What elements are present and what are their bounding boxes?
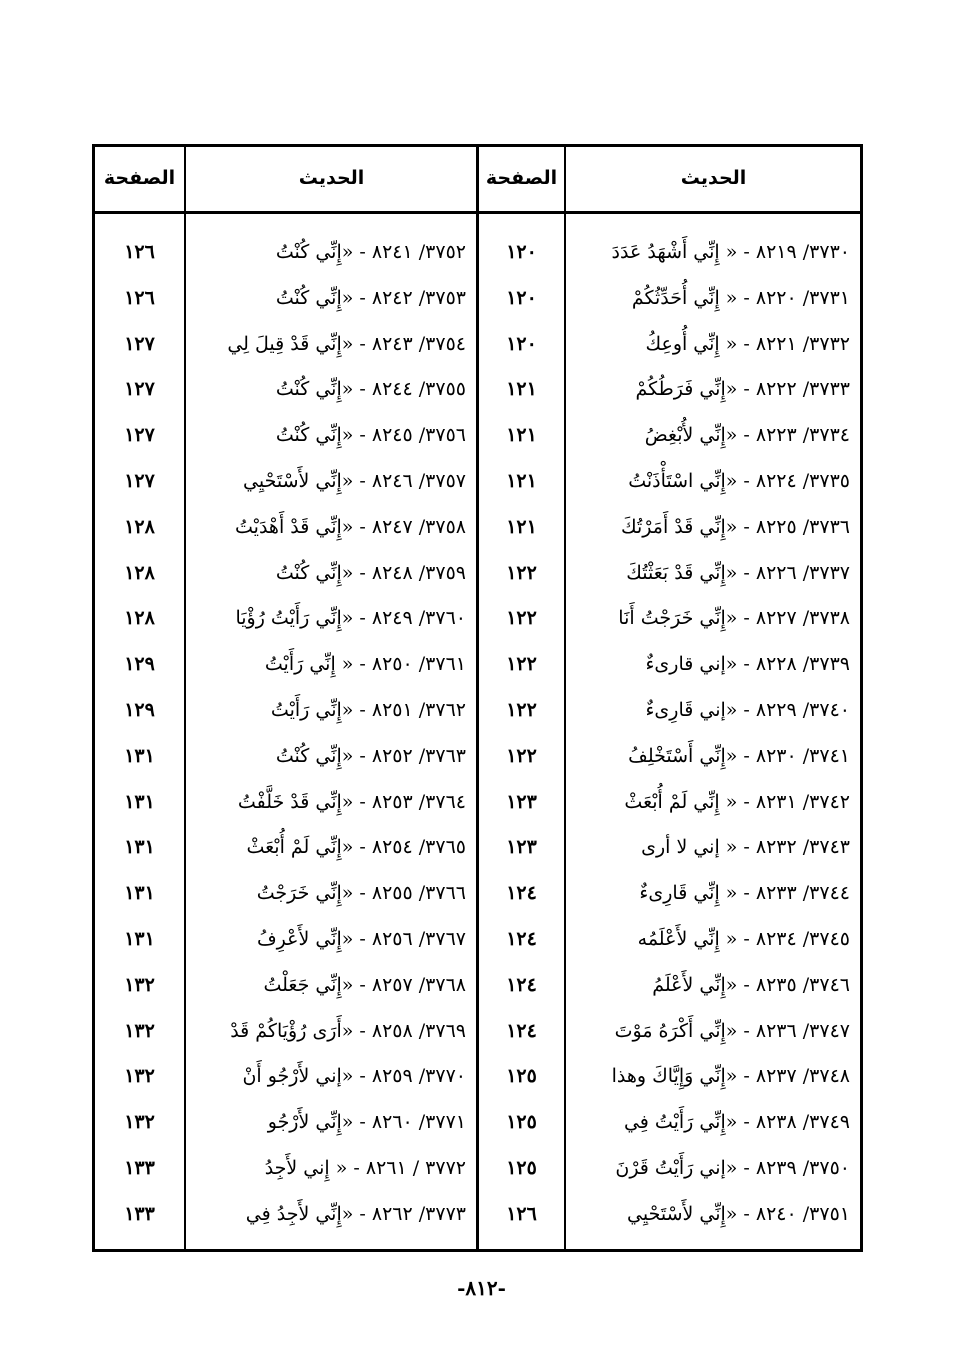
header-divider [95,211,860,214]
table-row [95,229,860,275]
hadith-entry: ٣٧٤٣/ ٨٢٣٢ - « إني لا أرى [641,836,850,859]
hadith-entry: ٣٧٦٠/ ٨٢٤٩ - «إِنِّي رَأَيْتُ رُؤْيَا [235,607,466,630]
hadith-entry: ٣٧٣٧/ ٨٢٢٦ - «إِنِّي قَدْ بَعَثْتُكَ [626,561,850,584]
page-ref: ١٣٢ [124,973,155,996]
page-ref: ١٢١ [506,378,537,401]
table-row [95,687,860,733]
hadith-entry: ٣٧٦٦/ ٨٢٥٥ - «إِنِّي خَرَجْتُ [256,882,466,905]
page-ref: ١٢٨ [124,515,155,538]
hadith-entry: ٣٧٣١/ ٨٢٢٠ - « إِنِّي أُحَدِّثُكُمْ [631,286,850,309]
hadith-entry: ٣٧٤٨/ ٨٢٣٧ - «إِنِّي وَإِيَّاكَ وهذا [611,1065,850,1088]
hadith-entry: ٣٧٧٣/ ٨٢٦٢ - «إِنِّي لأَجِدُ فِي [245,1202,466,1225]
page-ref: ١٢٣ [506,790,537,813]
hadith-entry: ٣٧٣٦/ ٨٢٢٥ - «إِنِّي قَدْ أَمَرْتُكَ [620,515,850,538]
table-row [95,321,860,367]
page-ref: ١٢٨ [124,607,155,630]
page-ref: ١٣١ [124,928,155,950]
hadith-entry: ٣٧٧١/ ٨٢٦٠ - «إِنِّي لأَرْجُو [267,1111,466,1134]
page-ref: ١٣٢ [124,1019,155,1042]
page-ref: ١٢١ [506,470,537,492]
header-hadith-right: الحديث [680,167,747,189]
page-ref: ١٢٤ [506,882,537,905]
hadith-entry: ٣٧٤٦/ ٨٢٣٥ - «إِنِّي لأَعْلَمُ [652,973,850,996]
page-ref: ١٣٣ [124,1202,155,1225]
hadith-entry: ٣٧٦٥/ ٨٢٥٤ - «إِنِّي لَمْ أُبْعَثْ [246,836,466,859]
hadith-entry: ٣٧٦٩/ ٨٢٥٨ - «أَرَى رُؤْيَاكُمْ قَدْ [230,1019,466,1042]
table-row [95,1099,860,1145]
hadith-entry: ٣٧٤٤/ ٨٢٣٣ - « إِنِّي قَارِىءٌ [639,882,850,905]
hadith-entry: ٣٧٥٨/ ٨٢٤٧ - «إِنِّي قَدْ أَهْدَيْتُ [235,515,466,538]
table-row [95,595,860,641]
page-ref: ١٢٢ [506,744,537,767]
table-row [95,1053,860,1099]
table-row [95,916,860,962]
table-row [95,641,860,687]
page-ref: ١٢٠ [506,286,537,309]
table-row [95,366,860,412]
table-row [95,412,860,458]
hadith-entry: ٣٧٣٠/ ٨٢١٩ - « إِنِّي أَشْهَدُ عَدَدَ [611,241,850,263]
page-ref: ١٣٢ [124,1111,155,1134]
page-ref: ١٢٤ [506,928,537,950]
page-ref: ١٣١ [124,790,155,813]
hadith-entry: ٣٧٣٢/ ٨٢٢١ - « إِنِّي أُوعِكُ [645,332,850,355]
table-row [95,733,860,779]
page-ref: ١٢٠ [506,332,537,355]
page-ref: ١٣٣ [124,1157,155,1179]
table-row [95,1008,860,1054]
table-row [95,870,860,916]
hadith-entry: ٣٧٣٩/ ٨٢٢٨ - «إني قارىءٌ [645,653,850,676]
table-row [95,550,860,596]
page-ref: ١٣١ [124,744,155,767]
hadith-entry: ٣٧٥١/ ٨٢٤٠ - «إِنِّي لأَسْتَحْيِي [627,1202,850,1225]
table-row [95,962,860,1008]
table-row [95,824,860,870]
page-ref: ١٢٤ [506,973,537,996]
header-hadith-left: الحديث [298,167,365,189]
page-ref: ١٢٣ [506,836,537,859]
table-row [95,1145,860,1191]
page-ref: ١٢٠ [506,241,537,263]
hadith-entry: ٣٧٦١/ ٨٢٥٠ - « إِنِّي رَأَيْتُ [264,653,466,676]
page-ref: ١٢٢ [506,653,537,676]
page-ref: ١٢٧ [124,470,155,492]
page-ref: ١٢٥ [506,1157,537,1179]
page-ref: ١٢٥ [506,1065,537,1088]
page-ref: ١٢٥ [506,1111,537,1134]
hadith-entry: ٣٧٤١/ ٨٢٣٠ - «إِنِّي أَسْتَخْلِفُ [628,744,850,767]
hadith-entry: ٣٧٣٥/ ٨٢٢٤ - «إِنِّي اسْتَأْذَنْتُ [628,470,850,492]
table-row [95,458,860,504]
hadith-entry: ٣٧٦٢/ ٨٢٥١ - «إِنِّي رَأَيْتُ [270,699,466,721]
hadith-entry: ٣٧٥٣/ ٨٢٤٢ - «إِنِّي كُنْتُ [275,286,466,309]
hadith-entry: ٣٧٥٦/ ٨٢٤٥ - «إِنِّي كُنْتُ [275,424,466,447]
page-ref: ١٢١ [506,515,537,538]
page-ref: ١٢٨ [124,561,155,584]
hadith-entry: ٣٧٥٢/ ٨٢٤١ - «إِنِّي كُنْتُ [275,241,466,263]
page-ref: ١٢٤ [506,1019,537,1042]
hadith-entry: ٣٧٥٥/ ٨٢٤٤ - «إِنِّي كُنْتُ [275,378,466,401]
header-page-right: الصفحة [485,167,558,189]
header-page-left: الصفحة [103,167,176,189]
hadith-entry: ٣٧٣٣/ ٨٢٢٢ - «إِنِّي فَرَطُكُمْ [635,378,850,401]
hadith-entry: ٣٧٦٨/ ٨٢٥٧ - «إِنِّي جَعَلْتُ [263,973,466,996]
hadith-entry: ٣٧٤٢/ ٨٢٣١ - « إِنِّي لَمْ أُبْعَثْ [624,790,850,813]
page-number: -٨١٢- [457,1276,506,1300]
hadith-entry: ٣٧٧٢ / ٨٢٦١ - « إِني لأَجِدُ [264,1157,466,1179]
hadith-entry: ٣٧٣٤/ ٨٢٢٣ - «إِنِّي لأُبْغِضُ [644,424,850,447]
hadith-entry: ٣٧٦٣/ ٨٢٥٢ - «إِنِّي كُنْتُ [275,744,466,767]
page-ref: ١٢٧ [124,332,155,355]
page-ref: ١٢٦ [506,1202,537,1225]
hadith-entry: ٣٧٥٩/ ٨٢٤٨ - «إِنِّي كُنْتُ [275,561,466,584]
page-ref: ١٢٢ [506,699,537,721]
hadith-index-table [92,144,863,1252]
table-row [95,275,860,321]
page-ref: ١٢٧ [124,378,155,401]
hadith-entry: ٣٧٦٧/ ٨٢٥٦ - «إِنِّي لأَعْرِفُ [256,928,466,950]
hadith-entry: ٣٧٤٠/ ٨٢٢٩ - «إني قَارِىءٌ [645,699,850,721]
hadith-entry: ٣٧٥٧/ ٨٢٤٦ - «إِنِّي لأَسْتَحْيِي [243,470,466,492]
hadith-entry: ٣٧٧٠/ ٨٢٥٩ - «إني لأَرْجُو أَنْ [242,1065,466,1088]
page-ref: ١٢٦ [124,286,155,309]
hadith-entry: ٣٧٤٩/ ٨٢٣٨ - «إِنِّي رَأَيْتُ فِي [623,1111,850,1134]
page-ref: ١٢٢ [506,561,537,584]
hadith-entry: ٣٧٤٧/ ٨٢٣٦ - «إِنِّي أَكْرَهُ مَوْتَ [614,1019,850,1042]
page-ref: ١٢٧ [124,424,155,447]
page-ref: ١٢٢ [506,607,537,630]
table-row [95,504,860,550]
hadith-entry: ٣٧٥٠/ ٨٢٣٩ - «إني رَأَيْتُ قَرْنَ [615,1157,850,1179]
table-row [95,1191,860,1237]
hadith-entry: ٣٧٤٥/ ٨٢٣٤ - « إِنِّي لأَعْلَمُه [637,928,850,950]
hadith-entry: ٣٧٥٤/ ٨٢٤٣ - «إِنِّي قَدْ قِيلَ لِي [227,332,466,355]
table-row [95,779,860,825]
hadith-entry: ٣٧٣٨/ ٨٢٢٧ - «إِنِّي خَرَجْتُ أَنَا [618,607,850,630]
page-ref: ١٢٩ [124,653,155,676]
page-ref: ١٣١ [124,836,155,859]
hadith-entry: ٣٧٦٤/ ٨٢٥٣ - «إِنِّي قَدْ خَلَّفْتُ [237,790,466,813]
page-ref: ١٢١ [506,424,537,447]
page-ref: ١٣١ [124,882,155,905]
page-ref: ١٢٩ [124,699,155,721]
page-ref: ١٣٢ [124,1065,155,1088]
page-ref: ١٢٦ [124,241,155,263]
